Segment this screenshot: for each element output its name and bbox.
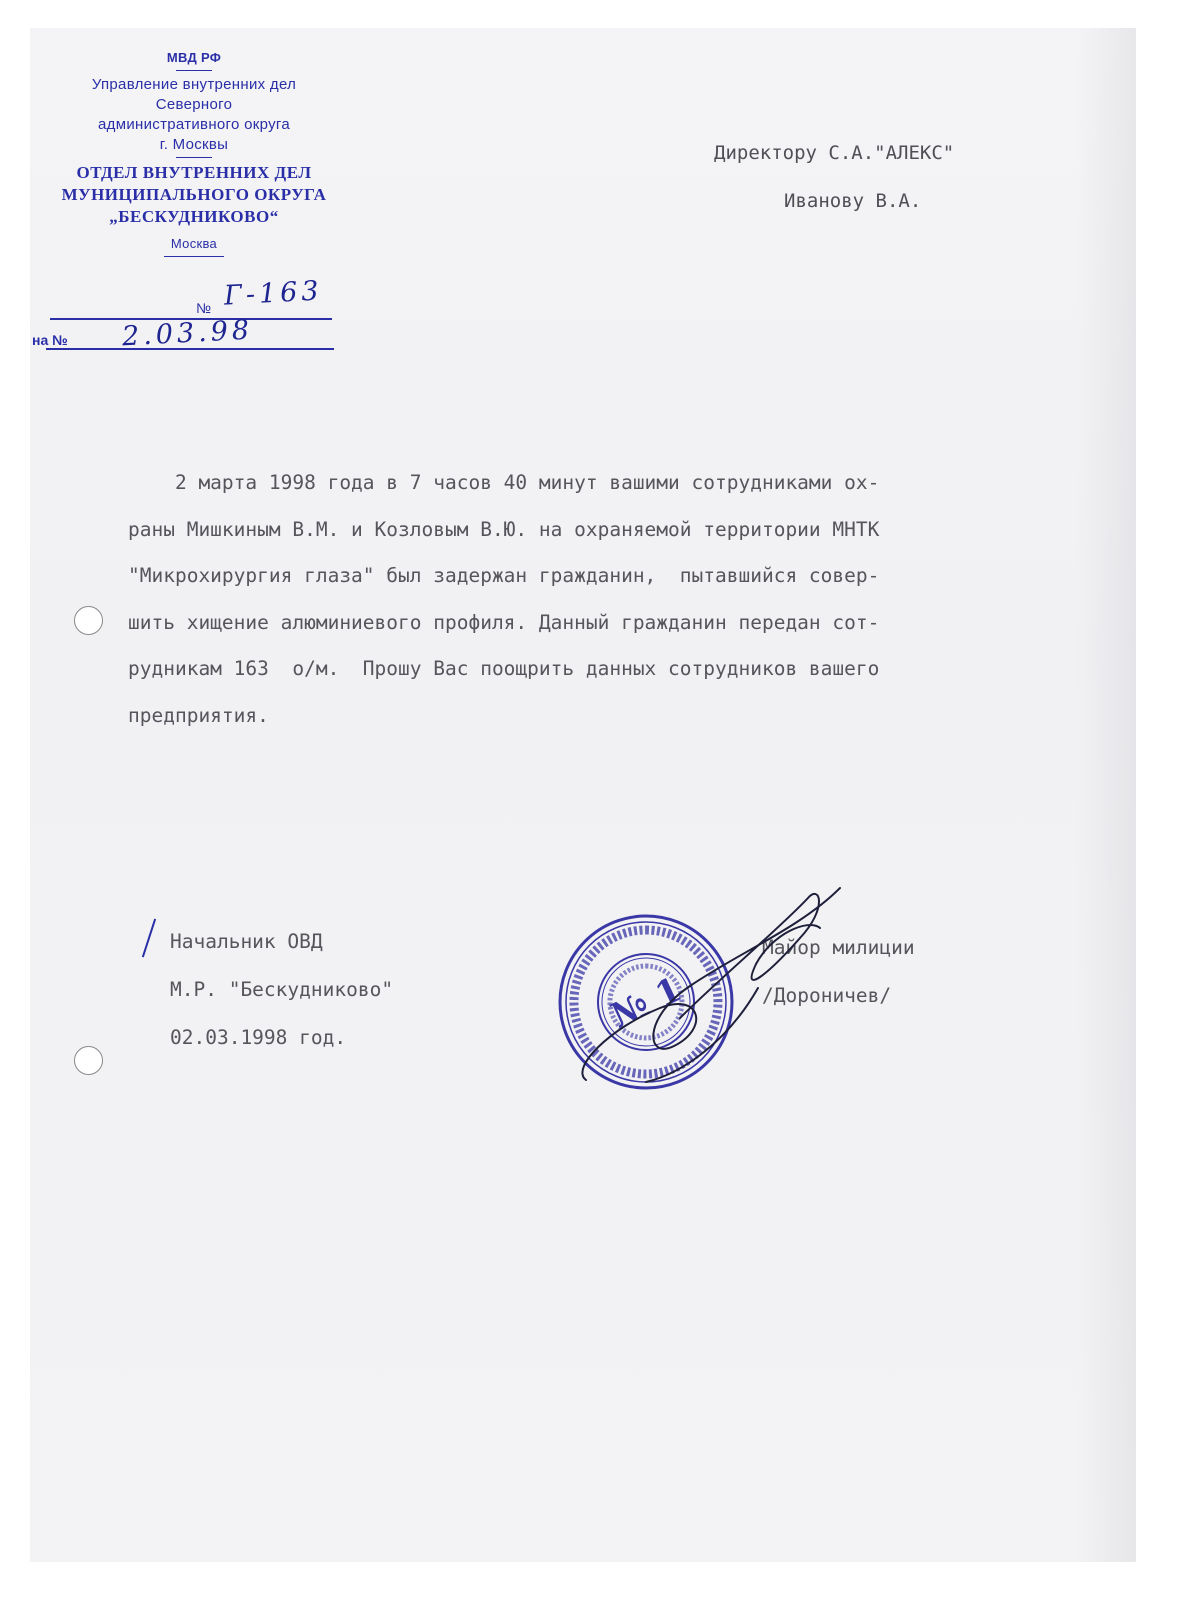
addressee-line-2: Иванову В.А. [784, 190, 922, 212]
signer-name: /Дороничев/ [762, 984, 892, 1007]
signer-rank: Майор милиции [762, 936, 915, 959]
body-line: раны Мишкиным В.М. и Козловым В.Ю. на охраняемой территории МНТК [128, 517, 880, 541]
stamp-line-okruga: административного округа [98, 116, 290, 133]
na-number-label: на № [32, 332, 68, 348]
signature-date: 02.03.1998 год. [170, 1026, 347, 1049]
addressee-line-1: Директору С.А."АЛЕКС" [714, 142, 955, 164]
stamp-bold-municipal: МУНИЦИПАЛЬНОГО ОКРУГА [61, 185, 327, 204]
stamp-rule-2 [176, 157, 212, 158]
signer-department: М.Р. "Бескудниково" [170, 978, 394, 1001]
punch-hole-top [74, 606, 103, 635]
number-label: № [196, 300, 212, 316]
stamp-line-uvd: Управление внутренних дел [91, 76, 297, 93]
stamp-line-mvd: МВД РФ [166, 50, 222, 65]
handwritten-date: 2.03.98 [121, 314, 254, 353]
body-line: рудникам 163 о/м. Прошу Вас поощрить данных сотрудников вашего [128, 657, 880, 680]
body-line: 2 марта 1998 года в 7 часов 40 минут вашими сотрудниками ох- [128, 471, 880, 494]
stamp-bold-beskudnikovo: „БЕСКУДНИКОВО“ [109, 207, 279, 226]
stamp-line-severnogo: Северного [155, 96, 233, 113]
body-line: предприятия. [128, 703, 269, 727]
stamp-city: Москва [170, 236, 218, 251]
letter-body [128, 460, 1028, 739]
stamp-line-moskvy: г. Москвы [159, 136, 229, 153]
stamp-bold-ovd: ОТДЕЛ ВНУТРЕННИХ ДЕЛ [76, 163, 312, 182]
seal-number: № 1 [605, 969, 688, 1037]
handwritten-number: Г-163 [223, 275, 324, 312]
punch-hole-bottom [74, 1046, 103, 1075]
header-stamp [44, 48, 344, 257]
signer-title: Начальник ОВД [170, 930, 323, 953]
stamp-rule-3 [164, 256, 224, 257]
body-line: "Микрохирургия глаза" был задержан гражданин, пытавшийся совер- [128, 564, 880, 587]
stamp-rule [176, 70, 212, 71]
body-line: шить хищение алюминиевого профиля. Данный гражданин передан сот- [128, 610, 880, 634]
margin-tick-mark [142, 919, 156, 958]
round-seal-icon [550, 868, 850, 1108]
signature-left [170, 918, 393, 1062]
document-page [30, 28, 1136, 1562]
